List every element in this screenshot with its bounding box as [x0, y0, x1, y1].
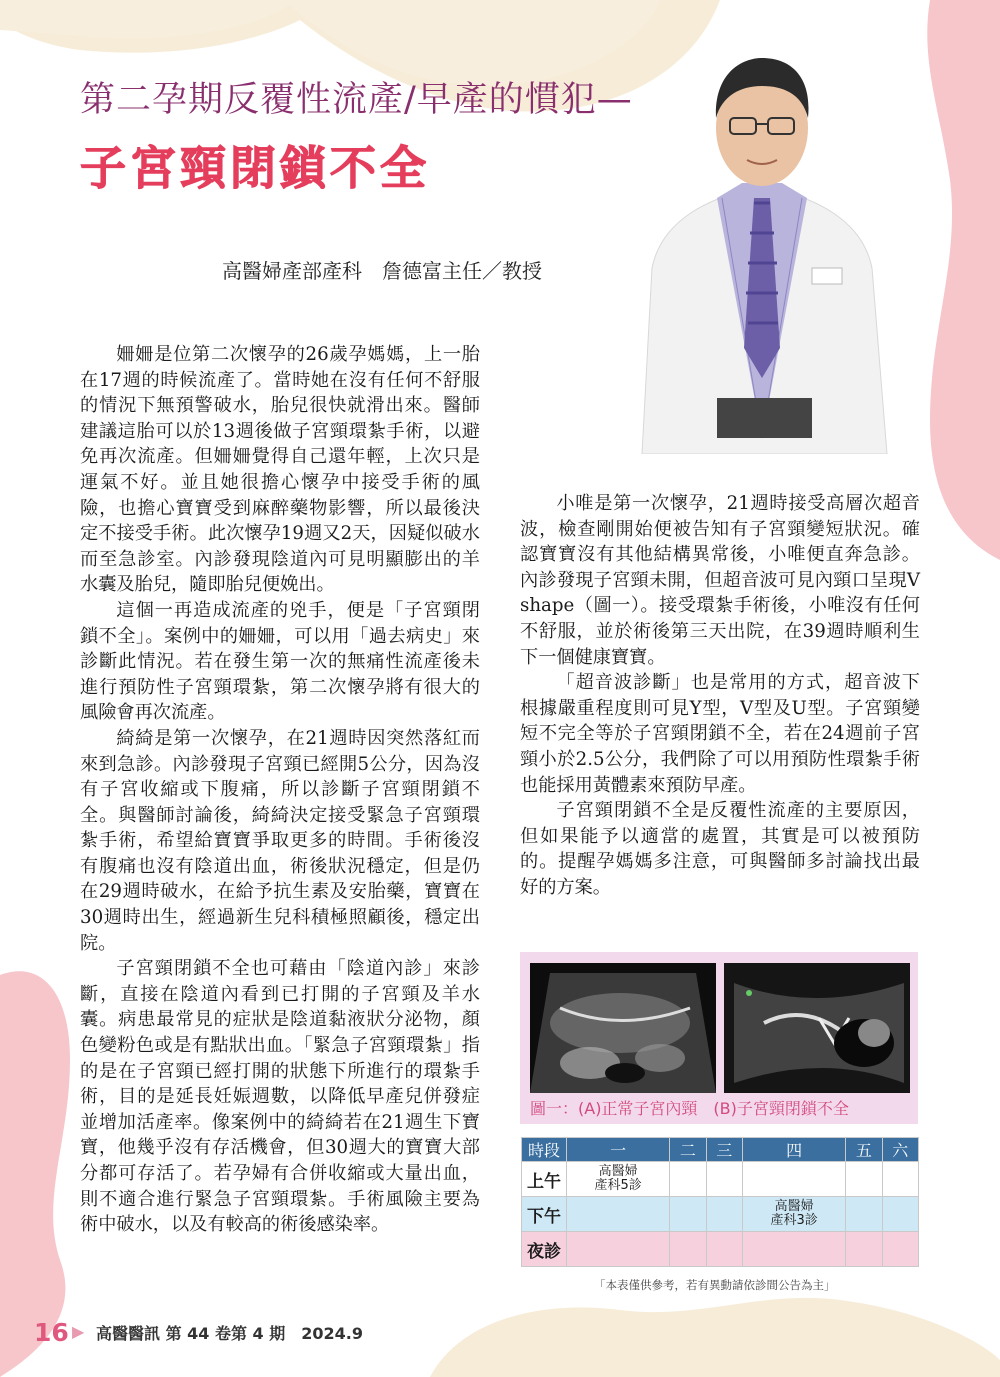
row-label: 夜診 [522, 1232, 567, 1267]
paragraph: 綺綺是第一次懷孕，在21週時因突然落紅而來到急診。內診發現子宮頸已經開5公分，因為沒有子宮收縮或下腹痛，所以診斷子宮頸閉鎖不全。與醫師討論後，綺綺決定接受緊急子宮頸環紮手術，希望給寶寶爭取更多的時間。手術後沒有腹痛也沒有陰道出血，術後狀況穩定，但是仍在29週時破水，在給予抗生素及安胎藥，寶寶在30週時出生，經過新生兒科積極照顧後，穩定出院。 [80, 727, 480, 954]
table-cell [882, 1162, 918, 1197]
figure-caption: 圖一：(A)正常子宮內頸 (B)子宮頸閉鎖不全 [530, 1099, 849, 1118]
publication-info: 高醫醫訊 第 44 卷第 4 期 2024.9 [96, 1324, 363, 1343]
doctor-portrait-image [622, 18, 902, 454]
ultrasound-figure [520, 952, 918, 1124]
header-cell: 時段 [522, 1138, 567, 1162]
table-cell [742, 1232, 845, 1267]
header-cell: 四 [742, 1138, 845, 1162]
paragraph: 「超音波診斷」也是常用的方式，超音波下根據嚴重程度則可見Y型，V型及U型。子宮頸變短不完全等於子宮頸閉鎖不全，若在24週前子宮頸小於2.5公分，我們除了可以用預防性環紮手術也能採用黃體素來預防早產。 [520, 672, 920, 796]
table-cell [742, 1162, 845, 1197]
left-text-column [80, 342, 480, 1238]
header-cell: 三 [706, 1138, 742, 1162]
table-cell [670, 1197, 706, 1232]
ultrasound-image-a [530, 963, 716, 1093]
table-cell [882, 1197, 918, 1232]
paragraph: 子宮頸閉鎖不全是反覆性流產的主要原因，但如果能予以適當的處置，其實是可以被預防的。提醒孕媽媽多注意，可與醫師多討論找出最好的方案。 [520, 800, 920, 898]
table-cell [670, 1162, 706, 1197]
table-row [522, 1197, 919, 1232]
clinic-line: 高醫婦 [598, 1164, 638, 1179]
article-title-line2: 子宮頸閉鎖不全 [80, 141, 430, 195]
header-cell: 二 [670, 1138, 706, 1162]
author-byline: 高醫婦產部產科 詹德富主任／教授 [222, 259, 542, 283]
table-row [522, 1162, 919, 1197]
table-cell [670, 1232, 706, 1267]
paragraph: 這個一再造成流產的兇手，便是「子宮頸閉鎖不全」。案例中的姍姍，可以用「過去病史」來診斷此情況。若在發生第一次的無痛性流產後未進行預防性子宮頸環紮，第二次懷孕將有很大的風險會再次流產。 [80, 599, 480, 724]
row-label: 下午 [522, 1197, 567, 1232]
table-cell [846, 1197, 882, 1232]
article-title-line1: 第二孕期反覆性流產/早產的慣犯— [80, 80, 633, 120]
table-cell [706, 1197, 742, 1232]
table-cell [567, 1197, 670, 1232]
table-cell [706, 1232, 742, 1267]
table-cell [706, 1162, 742, 1197]
row-label: 上午 [522, 1162, 567, 1197]
ultrasound-image-b [724, 963, 910, 1093]
clinic-schedule-table [521, 1137, 919, 1267]
clinic-line: 產科5診 [594, 1178, 642, 1193]
clinic-line: 高醫婦 [774, 1199, 814, 1214]
header-cell: 一 [567, 1138, 670, 1162]
right-text-column [520, 491, 920, 901]
clinic-line: 產科3診 [770, 1213, 818, 1228]
table-row [522, 1232, 919, 1267]
table-cell [567, 1162, 670, 1197]
table-cell [846, 1162, 882, 1197]
header-cell: 六 [882, 1138, 918, 1162]
paragraph: 姍姍是位第二次懷孕的26歲孕媽媽，上一胎在17週的時候流產了。當時她在沒有任何不舒服的情況下無預警破水，胎兒很快就滑出來。醫師建議這胎可以於13週後做子宮頸環紮手術，以避免再次流產。但姍姍覺得自己還年輕，上次只是運氣不好。並且她很擔心懷孕中接受手術的風險，也擔心寶寶受到麻醉藥物影響，所以最後決定不接受手術。此次懷孕19週又2天，因疑似破水而至急診室。內診發現陰道內可見明顯膨出的羊水囊及胎兒，隨即胎兒便娩出。 [80, 344, 480, 596]
page-number: 16 [34, 1318, 69, 1347]
table-header-row [522, 1138, 919, 1162]
table-cell [567, 1232, 670, 1267]
header-cell: 五 [846, 1138, 882, 1162]
paragraph: 小唯是第一次懷孕，21週時接受高層次超音波，檢查剛開始便被告知有子宮頸變短狀況。確認寶寶沒有其他結構異常後，小唯便直奔急診。內診發現子宮頸未開，但超音波可見內頸口呈現V shape（圖一）。接受環紮手術後，小唯沒有任何不舒服，並於術後第三天出院，在39週時順利生下一個健康寶寶。 [520, 493, 920, 668]
paragraph: 子宮頸閉鎖不全也可藉由「陰道內診」來診斷，直接在陰道內看到已打開的子宮頸及羊水囊。病患最常見的症狀是陰道黏液狀分泌物，顏色變粉色或是有點狀出血。「緊急子宮頸環紮」指的是在子宮頸已經打開的狀態下所進行的環紮手術，目的是延長妊娠週數，以降低早產兒併發症並增加活產率。像案例中的綺綺若在21週生下寶寶，他幾乎沒有存活機會，但30週大的寶寶大部分都可存活了。若孕婦有合併收縮或大量出血，則不適合進行緊急子宮頸環紮。手術風險主要為術中破水，以及有較高的術後感染率。 [80, 958, 480, 1236]
table-cell [882, 1232, 918, 1267]
schedule-note: 「本表僅供參考，若有異動請依診間公告為主」 [594, 1278, 836, 1292]
triangle-arrow-icon: ▶ [72, 1322, 85, 1341]
table-cell [846, 1232, 882, 1267]
table-cell [742, 1197, 845, 1232]
